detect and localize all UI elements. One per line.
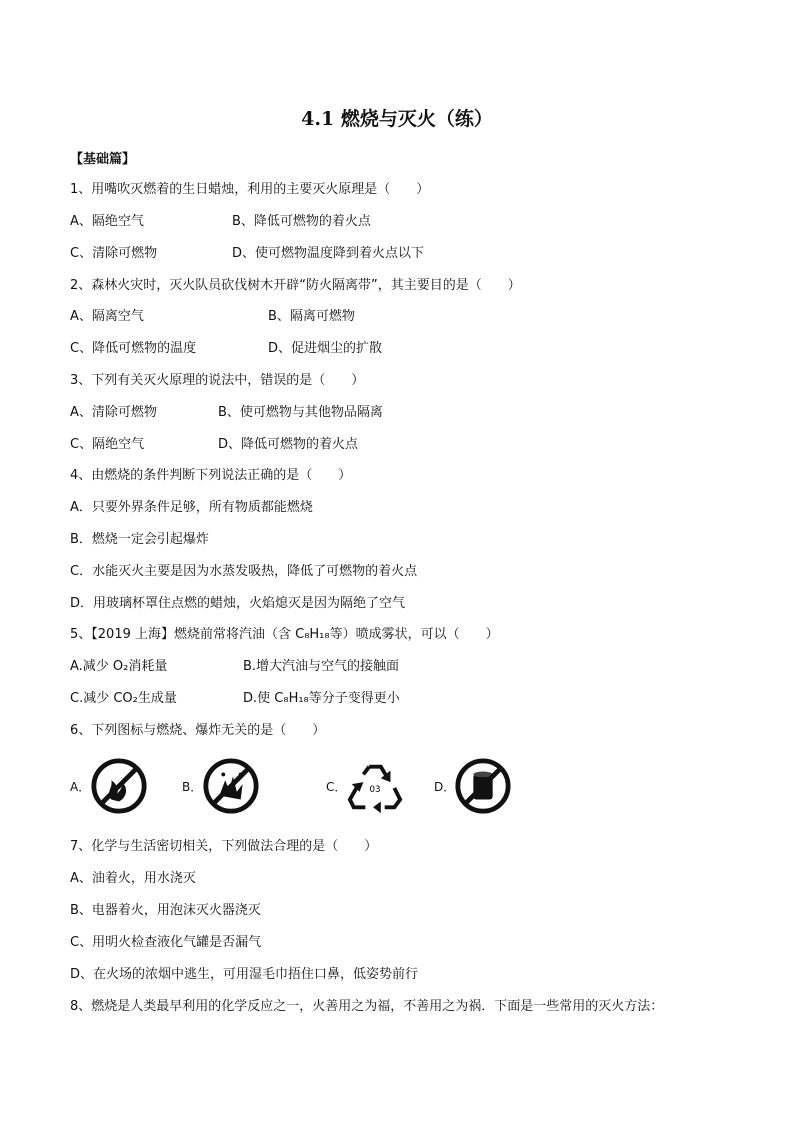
option-5d: D.使 C₈H₁₈等分子变得更小 bbox=[243, 691, 400, 706]
question-8: 8、燃烧是人类最早利用的化学反应之一，火善用之为福，不善用之为祸．下面是一些常用的灭火方法： bbox=[70, 999, 664, 1014]
no-fireworks-icon bbox=[202, 757, 260, 815]
option-6d-label: D． bbox=[434, 779, 456, 794]
option-7a: A、油着火，用水浇灭 bbox=[70, 871, 196, 886]
option-6c bbox=[326, 754, 404, 818]
option-4b: B．燃烧一定会引起爆炸 bbox=[70, 532, 209, 547]
option-4a: A．只要外界条件足够，所有物质都能燃烧 bbox=[70, 500, 313, 515]
option-2d: D、促进烟尘的扩散 bbox=[268, 341, 383, 356]
question-5: 5、【2019 上海】燃烧前常将汽油（含 C₈H₁₈等）喷成雾状，可以（ ） bbox=[70, 627, 499, 642]
option-5b: B.增大汽油与空气的接触面 bbox=[243, 659, 400, 674]
no-open-flame-icon bbox=[90, 757, 148, 815]
option-3b: B、使可燃物与其他物品隔离 bbox=[218, 405, 383, 420]
option-6c-label: C． bbox=[326, 779, 347, 794]
question-6-icons bbox=[70, 754, 570, 818]
no-flammable-storage-icon bbox=[454, 757, 512, 815]
option-6d bbox=[434, 754, 512, 818]
option-3d: D、降低可燃物的着火点 bbox=[218, 437, 359, 452]
option-3a: A、清除可燃物 bbox=[70, 405, 157, 420]
option-6b-label: B． bbox=[182, 779, 203, 794]
page-title: 4.1 燃烧与灭火（练） bbox=[301, 108, 493, 130]
option-6b bbox=[182, 754, 260, 818]
option-5c: C.减少 CO₂生成量 bbox=[70, 691, 177, 706]
option-2a: A、隔离空气 bbox=[70, 309, 144, 324]
question-3: 3、下列有关灭火原理的说法中，错误的是（ ） bbox=[70, 373, 365, 388]
question-1: 1、用嘴吹灭燃着的生日蜡烛，利用的主要灭火原理是（ ） bbox=[70, 182, 430, 197]
option-7c: C、用明火检查液化气罐是否漏气 bbox=[70, 935, 262, 950]
option-1a: A、隔绝空气 bbox=[70, 214, 144, 229]
option-6a bbox=[70, 754, 148, 818]
option-4c: C．水能灭火主要是因为水蒸发吸热，降低了可燃物的着火点 bbox=[70, 564, 418, 579]
section-heading: 【基础篇】 bbox=[70, 152, 136, 167]
question-2: 2、森林火灾时，灭火队员砍伐树木开辟“防火隔离带”，其主要目的是（ ） bbox=[70, 278, 521, 293]
option-2b: B、隔离可燃物 bbox=[268, 309, 355, 324]
option-6a-label: A． bbox=[70, 779, 91, 794]
option-3c: C、隔绝空气 bbox=[70, 437, 145, 452]
option-1c: C、清除可燃物 bbox=[70, 246, 158, 261]
question-6: 6、下列图标与燃烧、爆炸无关的是（ ） bbox=[70, 723, 326, 738]
recycle-code: 03 bbox=[369, 784, 381, 795]
option-1d: D、使可燃物温度降到着火点以下 bbox=[232, 246, 425, 261]
option-2c: C、降低可燃物的温度 bbox=[70, 341, 197, 356]
option-5a: A.减少 O₂消耗量 bbox=[70, 659, 168, 674]
recycle-icon bbox=[346, 757, 404, 815]
option-7b: B、电器着火，用泡沫灭火器浇灭 bbox=[70, 903, 261, 918]
option-4d: D．用玻璃杯罩住点燃的蜡烛，火焰熄灭是因为隔绝了空气 bbox=[70, 596, 406, 611]
option-7d: D、在火场的浓烟中逃生，可用湿毛巾捂住口鼻，低姿势前行 bbox=[70, 967, 419, 982]
question-4: 4、由燃烧的条件判断下列说法正确的是（ ） bbox=[70, 468, 352, 483]
question-7: 7、化学与生活密切相关，下列做法合理的是（ ） bbox=[70, 839, 378, 854]
option-1b: B、降低可燃物的着火点 bbox=[232, 214, 371, 229]
